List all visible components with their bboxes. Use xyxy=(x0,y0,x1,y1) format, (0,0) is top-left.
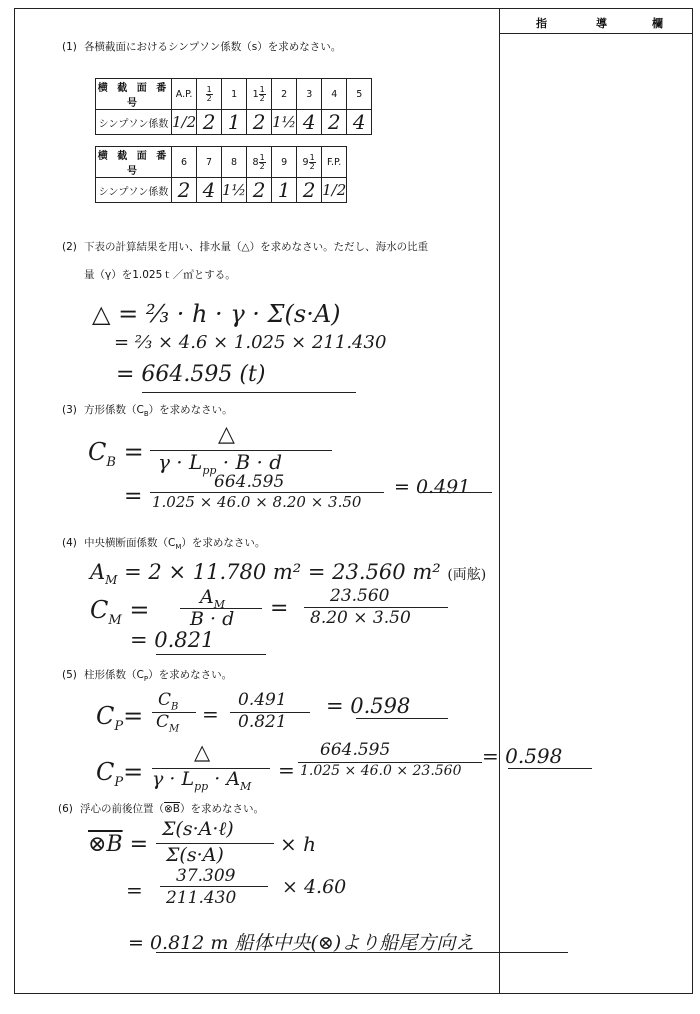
q2-heading xyxy=(62,240,428,254)
q4-heading xyxy=(62,536,265,554)
q5-b-den xyxy=(152,768,251,793)
q5-b-equals: = xyxy=(278,758,295,782)
q1-heading xyxy=(62,40,341,54)
q4-num1-sub: M xyxy=(213,597,225,611)
q3-answer-underline xyxy=(420,492,492,493)
q4-lhs-c: C xyxy=(90,596,109,624)
q5-b-answer-underline xyxy=(508,768,592,769)
q4-text: 中央横断面係数（C xyxy=(84,537,176,549)
table1-section-row xyxy=(96,79,372,110)
guidance-char-3: 欄 xyxy=(652,17,663,30)
q5-a-answer-underline xyxy=(356,718,448,719)
q4-line1-rest: = 2 × 11.780 m² = 23.560 m² xyxy=(124,560,441,584)
q3-answer: = 0.491 xyxy=(394,476,471,498)
q3-den1-sub: pp xyxy=(202,464,217,477)
q6-heading xyxy=(58,802,264,816)
q4-number: (4) xyxy=(62,537,77,549)
q6-times2: × 4.60 xyxy=(282,876,347,898)
q4-equals: = xyxy=(270,596,289,621)
q6-den1: Σ(s·A) xyxy=(166,844,224,866)
fraction-half: $\frac{1}{2}$ xyxy=(206,84,212,103)
table1-section: A.P. xyxy=(172,79,197,110)
table1-coefficient: 2 xyxy=(247,110,272,135)
q5-a-num2: 0.491 xyxy=(238,690,287,710)
q3-equals: = xyxy=(124,484,143,509)
q4-sub: M xyxy=(175,543,182,552)
table2-coefficient: 2 xyxy=(247,178,272,203)
q5-lhs-a: $C_P=$ xyxy=(96,702,144,734)
q2-line1: 下表の計算結果を用い、排水量（△）を求めなさい。ただし、海水の比重 xyxy=(84,241,429,253)
q5-number: (5) xyxy=(62,669,77,681)
q1-text: 各横截面におけるシンプソン係数（s）を求めなさい。 xyxy=(84,41,342,53)
q4-text-end: ）を求めなさい。 xyxy=(181,537,266,549)
q4-line1-note: (両舷) xyxy=(447,567,487,583)
q2-line2: 量（γ）を1.025ｔ／㎥とする。 xyxy=(84,269,236,281)
table2-section: F.P. xyxy=(322,147,347,178)
q3-lhs-c: C xyxy=(88,438,107,466)
q5-lhs-b: $C_P=$ xyxy=(96,758,144,790)
q4-num1-a: A xyxy=(200,586,214,608)
table1-row1-label: 横 截 面 番 号 xyxy=(96,79,172,110)
fraction-half: $\frac{1}{2}$ xyxy=(309,152,315,171)
table1-section: 5 xyxy=(347,79,372,110)
guidance-char-2: 導 xyxy=(596,17,607,30)
q5-b-den-sub: pp xyxy=(194,779,209,793)
q3-num2: 664.595 xyxy=(214,472,285,492)
table2-section: 9 xyxy=(272,147,297,178)
q5-a-num-sub: B xyxy=(171,701,179,713)
q5-b-den-text: γ · L xyxy=(152,768,195,790)
q5-b-den-sub2: M xyxy=(240,779,252,793)
q5-a-answer: = 0.598 xyxy=(326,694,411,718)
table1-coefficient: 1/2 xyxy=(172,110,197,135)
q6-symbol: ⊗B xyxy=(164,803,181,815)
table2-coefficient: 2 xyxy=(297,178,322,203)
q6-text-end: ）を求めなさい。 xyxy=(180,803,265,815)
q5-text-end: ）を求めなさい。 xyxy=(148,669,233,681)
guidance-char-1: 指 xyxy=(536,17,547,30)
table1-coefficient-row xyxy=(96,110,372,135)
q3-lhs: $C_B$ = xyxy=(88,438,144,470)
q4-line1-a: A xyxy=(90,560,106,584)
q4-answer: = 0.821 xyxy=(130,628,215,652)
q4-den2: 8.20 × 3.50 xyxy=(310,608,411,628)
q6-fraction-bar-2 xyxy=(160,886,268,887)
table2-section: 7 xyxy=(197,147,222,178)
q2-answer: = 664.595 (t) xyxy=(116,362,266,387)
q5-b-num: △ xyxy=(194,740,211,764)
fraction-half: $\frac{1}{2}$ xyxy=(259,152,265,171)
table1-section xyxy=(197,79,222,110)
table2-coefficient: 1½ xyxy=(222,178,247,203)
column-divider xyxy=(499,8,500,994)
table2-coefficient: 1 xyxy=(272,178,297,203)
table1-section: 1 $\frac{1}{2}$ xyxy=(247,79,272,110)
q4-num2: 23.560 xyxy=(330,586,390,606)
q3-num1: △ xyxy=(218,422,235,447)
table2-section: 9 $\frac{1}{2}$ xyxy=(297,147,322,178)
q6-lhs: ⊗B = xyxy=(88,832,149,857)
q5-a-den-sub: M xyxy=(169,723,180,735)
table1-coefficient: 4 xyxy=(347,110,372,135)
q4-lhs: $C_M$ = xyxy=(90,596,150,628)
q3-den2: 1.025 × 46.0 × 8.20 × 3.50 xyxy=(152,493,362,511)
q5-a-num-c: C xyxy=(158,690,172,710)
q5-text: 柱形係数（C xyxy=(84,669,144,681)
table1-section: 3 xyxy=(297,79,322,110)
table1-section: 1 xyxy=(222,79,247,110)
q4-line1-sub: M xyxy=(105,573,118,588)
q5-b-den-end: · A xyxy=(214,768,241,790)
q6-num1: Σ(s·A·ℓ) xyxy=(162,818,234,840)
table2-section-row xyxy=(96,147,347,178)
guidance-header-rule xyxy=(500,33,693,34)
q3-den1-end: · B · d xyxy=(222,450,283,474)
table2-section: 6 xyxy=(172,147,197,178)
q5-a-den2: 0.821 xyxy=(238,712,287,732)
q4-answer-underline xyxy=(156,654,266,655)
q3-number: (3) xyxy=(62,404,77,416)
q6-den2: 211.430 xyxy=(166,888,237,908)
q5-lhs-b-sub: P xyxy=(114,774,124,790)
q6-answer: = 0.812 m 船体中央(⊗)より船尾方向え xyxy=(128,932,475,954)
q5-b-den2: 1.025 × 46.0 × 23.560 xyxy=(300,763,462,779)
q3-heading xyxy=(62,403,233,421)
table1-row2-label: シンプソン係数 xyxy=(96,110,172,135)
simpson-table-2 xyxy=(95,146,347,203)
q3-lhs-sub: B xyxy=(106,454,116,470)
table2-section: 8 $\frac{1}{2}$ xyxy=(247,147,272,178)
q5-lhs-a-sub: P xyxy=(114,718,124,734)
q5-heading xyxy=(62,668,232,686)
q5-b-answer: = 0.598 xyxy=(482,744,563,768)
q4-line1 xyxy=(90,560,486,587)
q6-num2: 37.309 xyxy=(176,866,236,886)
table2-coefficient-row xyxy=(96,178,347,203)
table1-coefficient: 4 xyxy=(297,110,322,135)
q4-lhs-sub: M xyxy=(108,612,122,628)
q5-lhs-a-c: C xyxy=(96,702,115,730)
q5-a-den xyxy=(156,712,179,734)
table2-row2-label: シンプソン係数 xyxy=(96,178,172,203)
q5-a-num xyxy=(158,690,178,712)
table1-coefficient: 2 xyxy=(322,110,347,135)
table1-section: 2 xyxy=(272,79,297,110)
table1-section: 4 xyxy=(322,79,347,110)
q3-text-end: ）を求めなさい。 xyxy=(148,404,233,416)
table2-section: 8 xyxy=(222,147,247,178)
q2-answer-underline xyxy=(142,392,356,393)
table2-row1-label: 横 截 面 番 号 xyxy=(96,147,172,178)
table2-coefficient: 1/2 xyxy=(322,178,347,203)
guidance-column-header xyxy=(500,12,693,32)
table2-coefficient: 4 xyxy=(197,178,222,203)
fraction-half: $\frac{1}{2}$ xyxy=(259,84,265,103)
simpson-table-1 xyxy=(95,78,372,135)
q3-den1-text: γ · L xyxy=(158,450,203,474)
table1-coefficient: 1 xyxy=(222,110,247,135)
q6-text: 浮心の前後位置（ xyxy=(80,803,164,815)
q2-equation-2: = ⅔ × 4.6 × 1.025 × 211.430 xyxy=(114,332,387,353)
table1-coefficient: 1½ xyxy=(272,110,297,135)
table2-coefficient: 2 xyxy=(172,178,197,203)
q2-equation-1: △ = ⅔ · h · γ · Σ(s·A) xyxy=(92,300,341,328)
q6-equals: = xyxy=(126,878,143,902)
q5-a-equals: = xyxy=(202,702,219,726)
q6-times1: × h xyxy=(280,832,316,856)
q5-a-den-c: C xyxy=(156,712,170,732)
q2-number: (2) xyxy=(62,241,77,253)
q5-b-num2: 664.595 xyxy=(320,740,391,760)
q5-sub: P xyxy=(143,675,149,684)
q6-answer-underline xyxy=(156,952,568,953)
q6-number: (6) xyxy=(58,803,73,815)
table1-coefficient: 2 xyxy=(197,110,222,135)
q5-lhs-b-c: C xyxy=(96,758,115,786)
q3-sub: B xyxy=(143,410,149,419)
q3-text: 方形係数（C xyxy=(84,404,144,416)
q6-lhs-symbol: ⊗B xyxy=(88,832,123,857)
q4-den1: B · d xyxy=(190,608,235,630)
q1-number: (1) xyxy=(62,41,77,53)
